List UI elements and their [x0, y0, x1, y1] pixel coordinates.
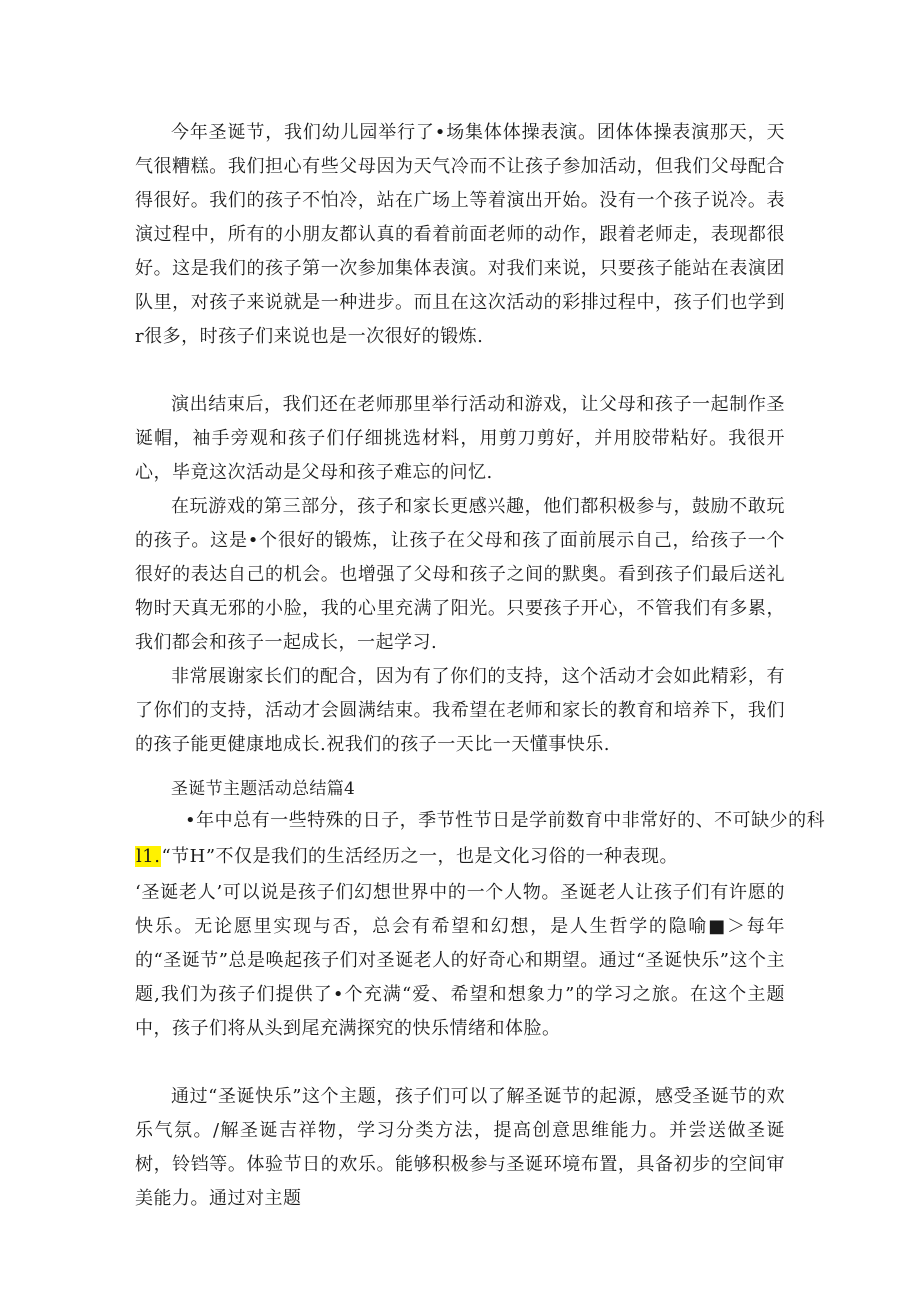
paragraph-6: ‘圣诞老人’可以说是孩子们幻想世界中的一个人物。圣诞老人让孩子们有许愿的快乐。无论愿里实现与否，总会有希望和幻想，是人生哲学的隐喻■＞每年的“圣诞节”总是唤起孩子们对圣诞老人的好奇心和期望。通过“圣诞快乐”这个主题,我们为孩子们提供了•个充满“爱、希望和想象力”的学习之旅。在这个主题中，孩子们将从头到尾充满探究的快乐情绪和体脸。: [135, 882, 785, 1039]
paragraph-5-line-2: [135, 840, 678, 874]
paragraph-3: 在玩游戏的第三部分，孩子和家长更感兴趣，他们都积极参与，鼓励不敢玩的孩子。这是•个很好的锻炼，让孩子在父母和孩了面前展示自己，给孩子一个很好的表达自己的机会。也增强了父母和孩子之间的默奥。看到孩子们最后送礼物时天真无邪的小脸，我的心里充满了阳光。只要孩子开心，不管我们有多累，我们都会和孩子一起成长，一起学习.: [135, 496, 785, 653]
paragraph-1: 今年圣诞节，我们幼儿园举行了•场集体体操表演。团体体操表演那天，天气很糟糕。我们担心有些父母因为天气冷而不让孩子参加活动，但我们父母配合得很好。我们的孩子不怕冷，站在广场上等着演出开始。没有一个孩子说冷。表演过程中，所有的小朋友都认真的看着前面老师的动作，跟着老师走，表现都很好。这是我们的孩子第一次参加集体表演。对我们来说，只要孩子能站在表演团队里，对孩子来说就是一种进步。而且在这次活动的彩排过程中，孩子们也学到r很多，时孩子们来说也是一次很好的锻炼.: [135, 122, 785, 347]
paragraph-5-line-1: •年中总有一些特殊的日子，季节性节日是学前数育中非常好的、不可缺少的科: [185, 810, 826, 831]
paragraph-4: 非常展谢家长们的配合，因为有了你们的支持，这个活动才会如此精彩，有了你们的支持，活动才会圆满结束。我希望在老师和家长的教育和培养下，我们的孩子能更健康地成长.祝我们的孩子一天比一天懂事快乐.: [135, 666, 785, 755]
section-heading: 圣诞节主题活动总结篇4: [171, 779, 356, 799]
paragraph-2: 演出结束后，我们还在老师那里举行活动和游戏，让父母和孩子一起制作圣诞帽，袖手旁观和孩子们仔细挑选材料，用剪刀剪好，并用胶带粘好。我很开心，毕竟这次活动是父母和孩子难忘的问忆.: [135, 394, 785, 483]
paragraph-5-line-2-text: “节H”不仅是我们的生活经历之一，也是文化习俗的一种表现。: [161, 846, 679, 867]
highlighted-text: l1.: [136, 846, 161, 867]
paragraph-7: 通过“圣诞快乐”这个主题，孩子们可以了解圣诞节的起源，感受圣诞节的欢乐气氛。/解圣诞吉祥物，学习分类方法，提高创意思维能力。并尝送做圣诞树，铃铛等。体验节日的欢乐。能够积极参与圣诞环境布置，具备初步的空间审美能力。通过对主题: [135, 1086, 785, 1209]
